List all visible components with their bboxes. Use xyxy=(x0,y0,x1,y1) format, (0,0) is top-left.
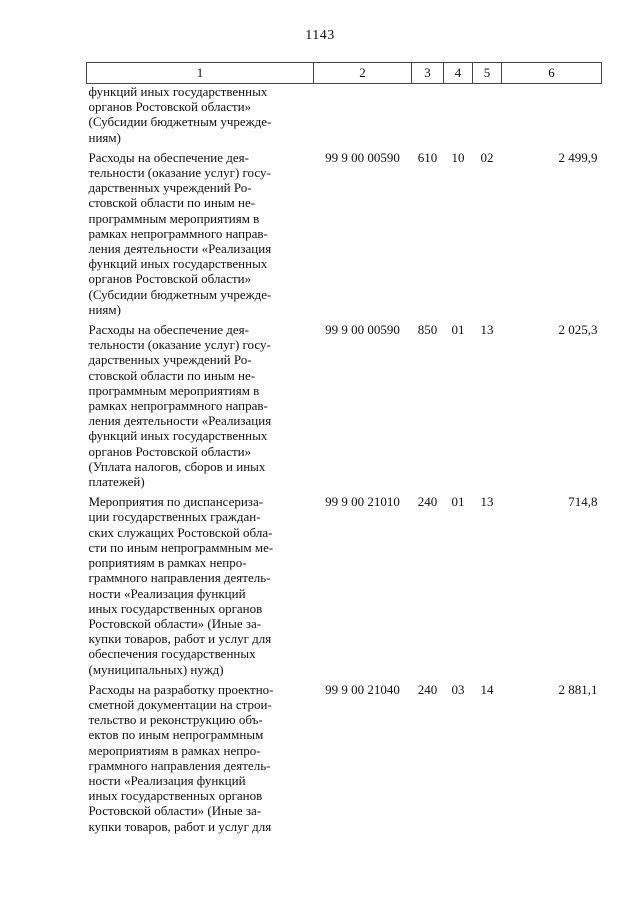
description-line: Расходы на обеспечение дея- xyxy=(88,322,249,338)
table-row xyxy=(87,491,602,678)
table-header-row xyxy=(87,63,602,84)
description-line: ских служащих Ростовской обла- xyxy=(88,524,273,540)
description-line: тельности (оказание услуг) госу- xyxy=(88,337,271,353)
section-code: 10 xyxy=(451,149,465,165)
subsection-code: 13 xyxy=(480,322,494,338)
expense-description xyxy=(87,679,314,836)
description-line: функций иных государственных xyxy=(88,84,268,99)
column-header: 5 xyxy=(473,63,502,84)
target-article-code: 99 9 00 00590 xyxy=(325,149,400,165)
description-line: функций иных государственных xyxy=(88,256,268,272)
description-line: (Уплата налогов, сборов и иных xyxy=(88,458,266,474)
table-body xyxy=(87,84,602,836)
expense-description xyxy=(87,84,314,147)
description-line: мероприятиям в рамках непро- xyxy=(88,742,261,758)
description-line: Ростовской области» (Иные за- xyxy=(88,615,262,631)
page-number: 1143 xyxy=(305,28,335,43)
expense-type-code: 610 xyxy=(417,149,438,165)
description-line: Ростовской области» (Иные за- xyxy=(88,803,262,819)
description-line: (Субсидии бюджетным учрежде- xyxy=(88,286,272,302)
description-line: граммного направления деятель- xyxy=(88,570,271,586)
target-article-code: 99 9 00 21040 xyxy=(325,681,400,697)
subsection-code xyxy=(473,84,502,147)
expense-description xyxy=(87,491,314,678)
table-row xyxy=(87,84,602,147)
description-line: ниям) xyxy=(88,129,121,145)
expense-type-code xyxy=(412,84,444,147)
section-code: 03 xyxy=(451,681,465,697)
subsection-code: 14 xyxy=(480,681,494,697)
description-line: ности «Реализация функций xyxy=(88,585,246,601)
description-line: тельности (оказание услуг) госу- xyxy=(88,165,271,181)
description-line: программным мероприятиям в xyxy=(88,382,260,398)
description-line: стовской области по иным не- xyxy=(88,195,256,211)
description-line: ции государственных граждан- xyxy=(88,509,261,525)
description-line: ления деятельности «Реализация xyxy=(88,241,272,257)
column-header: 3 xyxy=(412,63,444,84)
description-line: программным мероприятиям в xyxy=(88,210,260,226)
target-article-code: 99 9 00 21010 xyxy=(325,494,400,510)
amount-value: 2 025,3 xyxy=(558,322,598,338)
description-line: стовской области по иным не- xyxy=(88,367,256,383)
amount-value: 714,8 xyxy=(568,494,598,510)
amount-value: 2 499,9 xyxy=(558,149,598,165)
section-code: 01 xyxy=(451,494,465,510)
description-line: дарственных учреждений Ро- xyxy=(88,352,252,368)
description-line: Расходы на обеспечение дея- xyxy=(88,149,249,165)
description-line: платежей) xyxy=(88,474,145,490)
expense-type-code: 240 xyxy=(417,494,438,510)
description-line: купки товаров, работ и услуг для xyxy=(88,818,272,834)
subsection-code: 13 xyxy=(480,494,494,510)
expense-description xyxy=(87,319,314,491)
description-line: купки товаров, работ и услуг для xyxy=(88,631,272,647)
subsection-code: 02 xyxy=(480,149,494,165)
description-line: иных государственных органов xyxy=(88,600,263,616)
description-line: тельство и реконструкцию объ- xyxy=(88,712,263,728)
target-article-code: 99 9 00 00590 xyxy=(325,322,400,338)
description-line: сти по иным непрограммным ме- xyxy=(88,539,274,555)
description-line: функций иных государственных xyxy=(88,428,268,444)
description-line: органов Ростовской области» xyxy=(88,443,252,459)
description-line: рамках непрограммного направ- xyxy=(88,398,268,414)
column-header: 1 xyxy=(87,63,314,84)
column-header: 2 xyxy=(314,63,412,84)
description-line: граммного направления деятель- xyxy=(88,757,271,773)
description-line: Мероприятия по диспансериза- xyxy=(88,494,264,510)
expense-type-code: 240 xyxy=(417,681,438,697)
column-header: 4 xyxy=(444,63,473,84)
description-line: ниям) xyxy=(88,301,121,317)
target-article-code xyxy=(314,84,412,147)
description-line: рамках непрограммного направ- xyxy=(88,225,268,241)
section-code xyxy=(444,84,473,147)
description-line: (Субсидии бюджетным учрежде- xyxy=(88,114,272,130)
column-header: 6 xyxy=(502,63,602,84)
description-line: дарственных учреждений Ро- xyxy=(88,180,252,196)
expense-type-code: 850 xyxy=(417,322,438,338)
budget-table xyxy=(86,62,602,836)
description-line: сметной документации на строи- xyxy=(88,696,272,712)
table-row xyxy=(87,147,602,319)
amount-value: 2 881,1 xyxy=(558,681,598,697)
description-line: иных государственных органов xyxy=(88,788,263,804)
description-line: Расходы на разработку проектно- xyxy=(88,681,274,697)
description-line: роприятиям в рамках непро- xyxy=(88,555,247,571)
expense-description xyxy=(87,147,314,319)
description-line: ности «Реализация функций xyxy=(88,772,246,788)
description-line: (муниципальных) нужд) xyxy=(88,661,224,677)
description-line: органов Ростовской области» xyxy=(88,271,252,287)
section-code: 01 xyxy=(451,322,465,338)
table-row xyxy=(87,679,602,836)
description-line: обеспечения государственных xyxy=(88,646,256,662)
description-line: ектов по иным непрограммным xyxy=(88,727,264,743)
description-line: органов Ростовской области» xyxy=(88,99,252,115)
description-line: ления деятельности «Реализация xyxy=(88,413,272,429)
amount-value xyxy=(502,84,602,147)
table-row xyxy=(87,319,602,491)
